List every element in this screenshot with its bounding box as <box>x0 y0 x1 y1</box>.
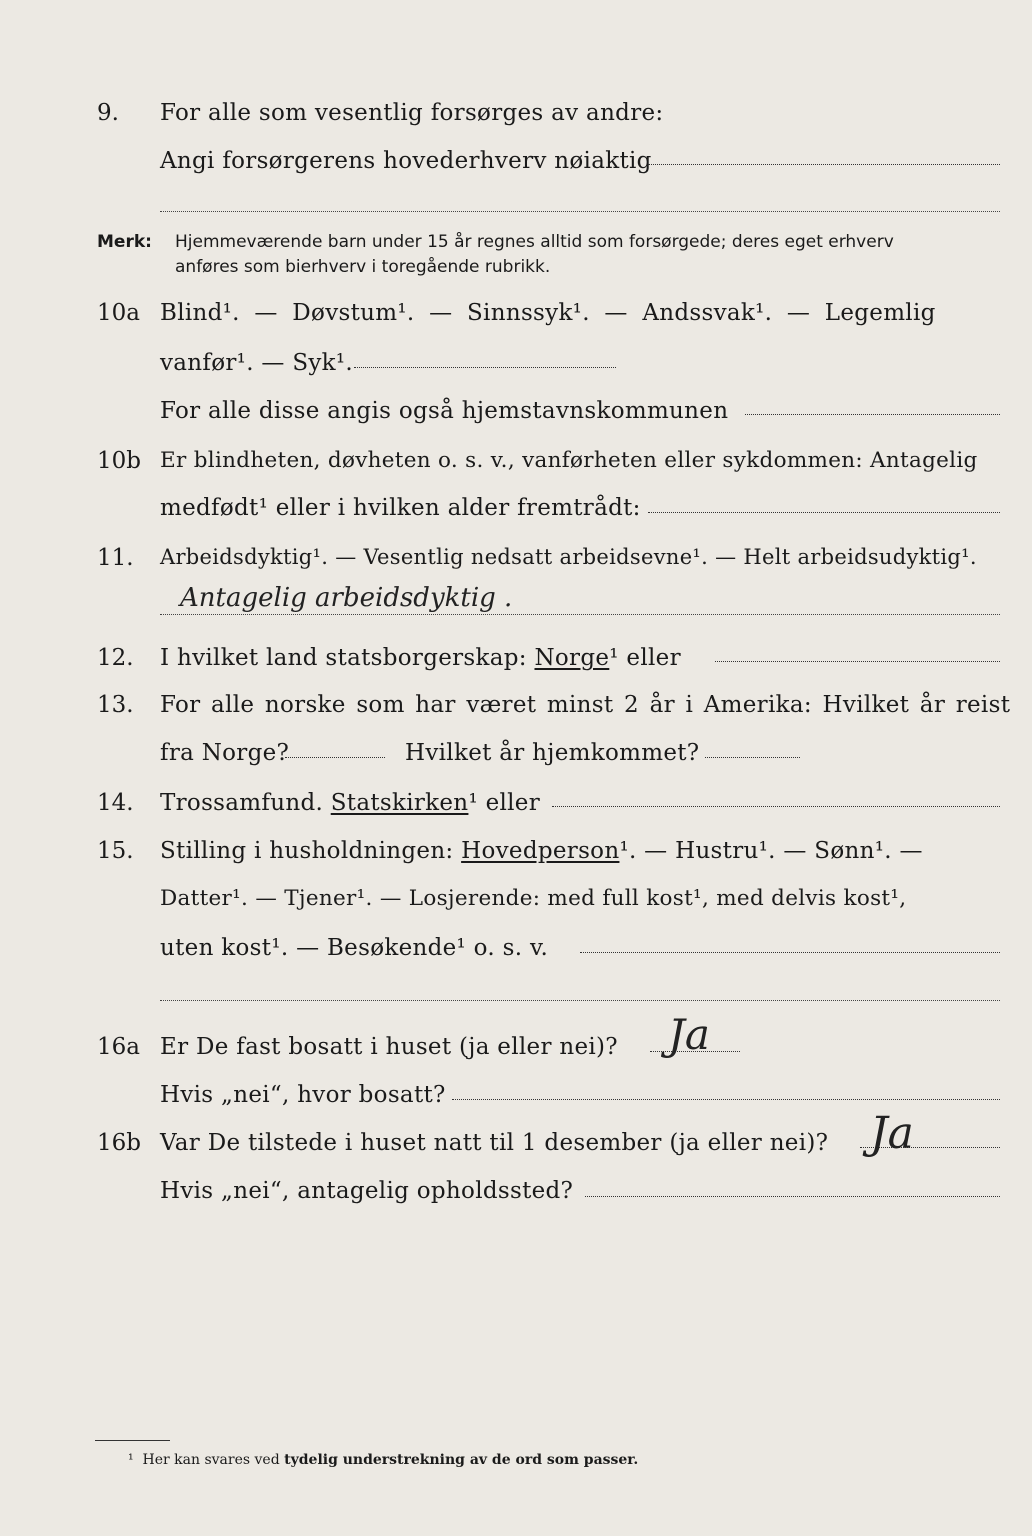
q15-extra-line <box>160 1000 1000 1001</box>
q15-line2: Datter¹. — Tjener¹. — Losjerende: med full kost¹, med delvis kost¹, <box>160 886 907 911</box>
footnote-text1: Her kan svares ved <box>142 1452 280 1468</box>
footnote-divider <box>95 1440 170 1441</box>
q16a-number: 16a <box>97 1034 140 1060</box>
q10a-line2: vanfør¹. — Syk¹. <box>160 350 354 376</box>
q13-reist-line <box>285 757 385 758</box>
q10b-number: 10b <box>97 448 141 474</box>
q14-underlined-statskirken: Statskirken <box>330 790 469 816</box>
q14-pre: Trossamfund. <box>160 790 324 816</box>
q15-answer-line <box>580 952 1000 953</box>
q12-number: 12. <box>97 645 134 671</box>
q14-post: ¹ eller <box>468 790 540 816</box>
q12-underlined-norge: Norge <box>534 645 610 671</box>
q15-underlined-hovedperson: Hovedperson <box>461 838 620 864</box>
q13-line2a: fra Norge? <box>160 740 290 766</box>
q10a-line3: For alle disse angis også hjemstavnskommunen <box>160 398 729 424</box>
q12-pre: I hvilket land statsborgerskap: <box>160 645 527 671</box>
q10a-line1: Blind¹. — Døvstum¹. — Sinnssyk¹. — Andssvak¹. — Legemlig <box>160 300 936 326</box>
q14-answer-line <box>552 806 1000 807</box>
q16b-line1: Var De tilstede i huset natt til 1 desember (ja eller nei)? <box>160 1130 829 1156</box>
merk-line1: Hjemmeværende barn under 15 år regnes alltid som forsørgede; deres eget erhverv <box>175 232 894 252</box>
q11-line1: Arbeidsdyktig¹. — Vesentlig nedsatt arbeidsevne¹. — Helt arbeidsudyktig¹. <box>160 545 977 569</box>
q16b-handwritten-answer: Ja <box>870 1108 914 1159</box>
q16a-bosatt-line <box>452 1099 1000 1100</box>
q16a-line1: Er De fast bosatt i huset (ja eller nei)? <box>160 1034 618 1060</box>
q16b-line2: Hvis „nei“, antagelig opholdssted? <box>160 1178 574 1204</box>
merk-label: Merk: <box>97 232 152 252</box>
q16b-number: 16b <box>97 1130 141 1156</box>
footnote <box>128 1452 638 1468</box>
q16b-opholdssted-line <box>585 1196 1000 1197</box>
q15-line3: uten kost¹. — Besøkende¹ o. s. v. <box>160 935 549 961</box>
q11-number: 11. <box>97 545 134 571</box>
q12-answer-line <box>715 661 1000 662</box>
q13-hjemkommet-line <box>705 757 800 758</box>
q15-line1-pre: Stilling i husholdningen: <box>160 838 454 864</box>
q15-line1 <box>160 838 923 864</box>
q9-number: 9. <box>97 100 119 126</box>
q14-text <box>160 790 540 816</box>
q16a-handwritten-answer: Ja <box>668 1010 710 1059</box>
footnote-text2: tydelig understrekning av de ord som passer. <box>284 1452 639 1468</box>
q9-extra-line <box>160 211 1000 212</box>
q10b-line2: medfødt¹ eller i hvilken alder fremtrådt: <box>160 495 641 521</box>
q9-line2: Angi forsørgerens hovederhverv nøiaktig <box>160 148 652 174</box>
q9-line1: For alle som vesentlig forsørges av andre: <box>160 100 664 126</box>
q10a-number: 10a <box>97 300 140 326</box>
q10b-answer-line <box>648 512 1000 513</box>
q11-answer-line <box>160 614 1000 615</box>
q16a-line2: Hvis „nei“, hvor bosatt? <box>160 1082 446 1108</box>
q13-line2b: Hvilket år hjemkommet? <box>405 740 700 766</box>
q12-post: ¹ eller <box>609 645 681 671</box>
q10b-line1: Er blindheten, døvheten o. s. v., vanførheten eller sykdommen: Antagelig <box>160 448 978 473</box>
footnote-mark: ¹ <box>128 1452 134 1468</box>
q15-number: 15. <box>97 838 134 864</box>
merk-line2: anføres som bierhverv i toregående rubrikk. <box>175 257 551 277</box>
q10a-answer-line <box>354 367 616 368</box>
q10a-hjemstavn-line <box>745 414 1000 415</box>
q13-number: 13. <box>97 692 134 718</box>
q11-handwritten-answer: Antagelig arbeidsdyktig . <box>180 583 513 613</box>
q14-number: 14. <box>97 790 134 816</box>
q13-line1: For alle norske som har været minst 2 år i Amerika: Hvilket år reist <box>160 692 1011 718</box>
q15-line1-post: ¹. — Hustru¹. — Sønn¹. — <box>619 838 923 864</box>
q12-text <box>160 645 681 671</box>
q9-answer-line <box>648 164 1000 165</box>
